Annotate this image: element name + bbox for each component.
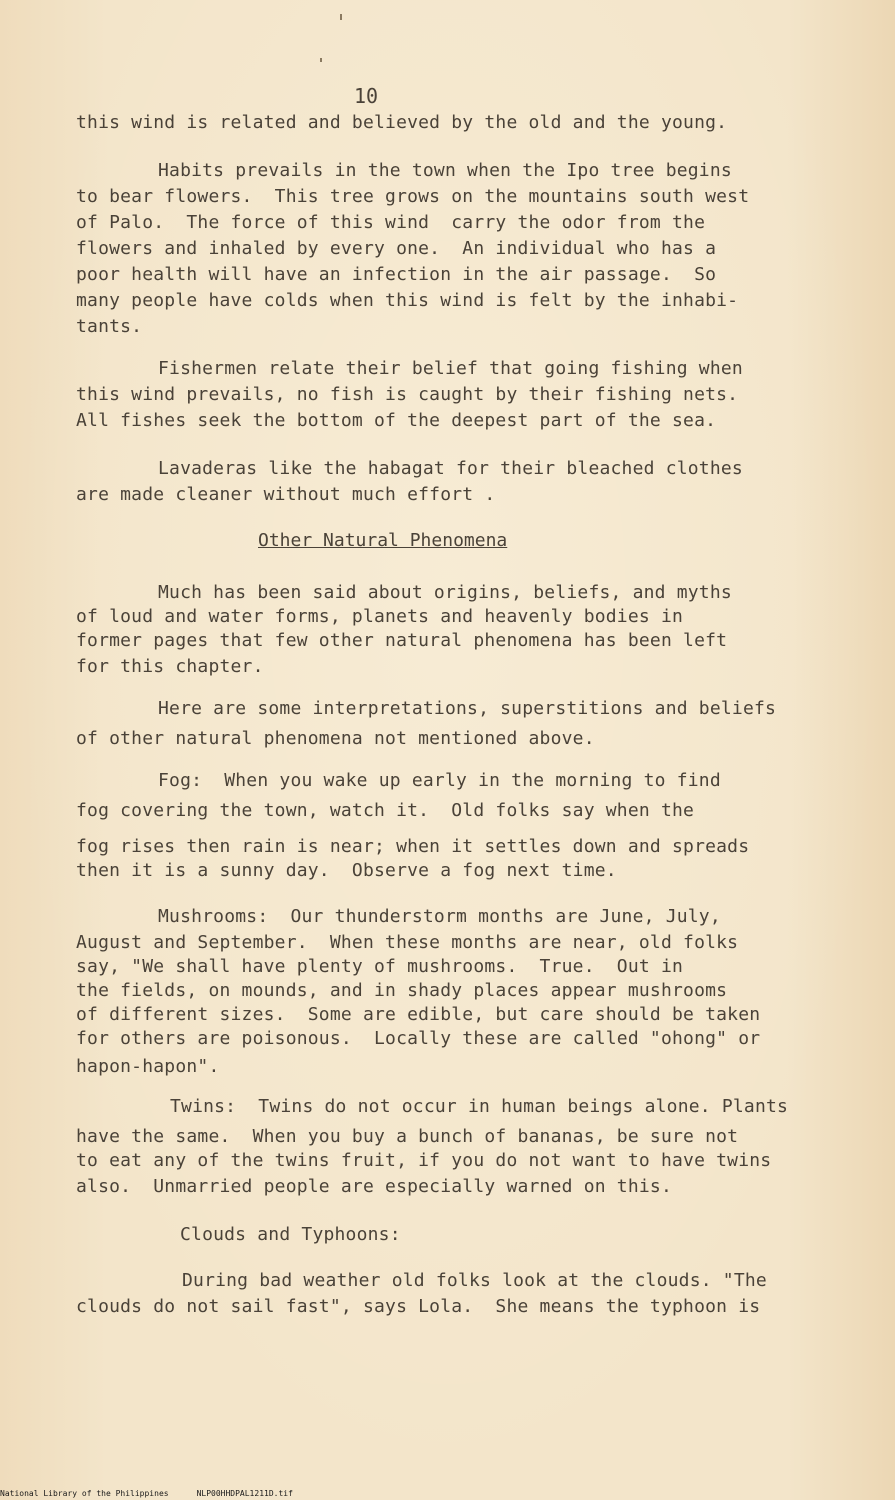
- text-line: flowers and inhaled by every one. An individual who has a: [76, 238, 717, 259]
- text-line: many people have colds when this wind is felt by the inhabi-: [76, 290, 739, 311]
- text-line: this wind prevails, no fish is caught by their fishing nets.: [76, 384, 739, 405]
- text-line: fog covering the town, watch it. Old folks say when the: [76, 800, 695, 821]
- text-line: clouds do not sail fast", says Lola. She means the typhoon is: [76, 1296, 761, 1317]
- section-heading: Other Natural Phenomena: [258, 530, 508, 551]
- text-line: for others are poisonous. Locally these are called "ohong" or: [76, 1028, 761, 1049]
- text-line: also. Unmarried people are especially warned on this.: [76, 1176, 672, 1197]
- text-line: of different sizes. Some are edible, but care should be taken: [76, 1004, 761, 1025]
- text-line: All fishes seek the bottom of the deepest part of the sea.: [76, 410, 717, 431]
- text-line: fog rises then rain is near; when it settles down and spreads: [76, 836, 750, 857]
- text-line: then it is a sunny day. Observe a fog next time.: [76, 860, 617, 881]
- text-line: Lavaderas like the habagat for their bleached clothes: [158, 458, 743, 479]
- text-line: former pages that few other natural phenomena has been left: [76, 630, 728, 651]
- file-name: NLP00HHDPAL1211D.tif: [196, 1489, 293, 1498]
- text-line: of Palo. The force of this wind carry the odor from the: [76, 212, 706, 233]
- text-line: of other natural phenomena not mentioned above.: [76, 728, 595, 749]
- text-line: of loud and water forms, planets and heavenly bodies in: [76, 606, 684, 627]
- text-line: Much has been said about origins, beliefs, and myths: [158, 582, 732, 603]
- text-line: hapon-hapon".: [76, 1056, 220, 1077]
- text-line: During bad weather old folks look at the clouds. "The: [182, 1270, 767, 1291]
- text-line: Habits prevails in the town when the Ipo tree begins: [158, 160, 732, 181]
- text-line: say, "We shall have plenty of mushrooms. True. Out in: [76, 956, 684, 977]
- text-line: Twins: Twins do not occur in human beings alone. Plants: [170, 1096, 789, 1117]
- text-line: poor health will have an infection in the air passage. So: [76, 264, 717, 285]
- text-line: August and September. When these months are near, old folks: [76, 932, 739, 953]
- text-line: Clouds and Typhoons:: [180, 1224, 401, 1245]
- text-line: are made cleaner without much effort .: [76, 484, 496, 505]
- text-line: have the same. When you buy a bunch of bananas, be sure not: [76, 1126, 739, 1147]
- page-number: 10: [354, 84, 379, 108]
- scan-footer: [0, 1489, 321, 1498]
- text-line: to eat any of the twins fruit, if you do not want to have twins: [76, 1150, 772, 1171]
- text-line: Here are some interpretations, superstitions and beliefs: [158, 698, 777, 719]
- text-line: to bear flowers. This tree grows on the mountains south west: [76, 186, 750, 207]
- text-line: tants.: [76, 316, 143, 337]
- text-line: for this chapter.: [76, 656, 264, 677]
- library-name: National Library of the Philippines: [0, 1489, 169, 1498]
- text-line: the fields, on mounds, and in shady places appear mushrooms: [76, 980, 728, 1001]
- text-line: Mushrooms: Our thunderstorm months are June, July,: [158, 906, 721, 927]
- text-line: Fishermen relate their belief that going fishing when: [158, 358, 743, 379]
- text-line: Fog: When you wake up early in the morning to find: [158, 770, 721, 791]
- text-line: this wind is related and believed by the old and the young.: [76, 112, 728, 133]
